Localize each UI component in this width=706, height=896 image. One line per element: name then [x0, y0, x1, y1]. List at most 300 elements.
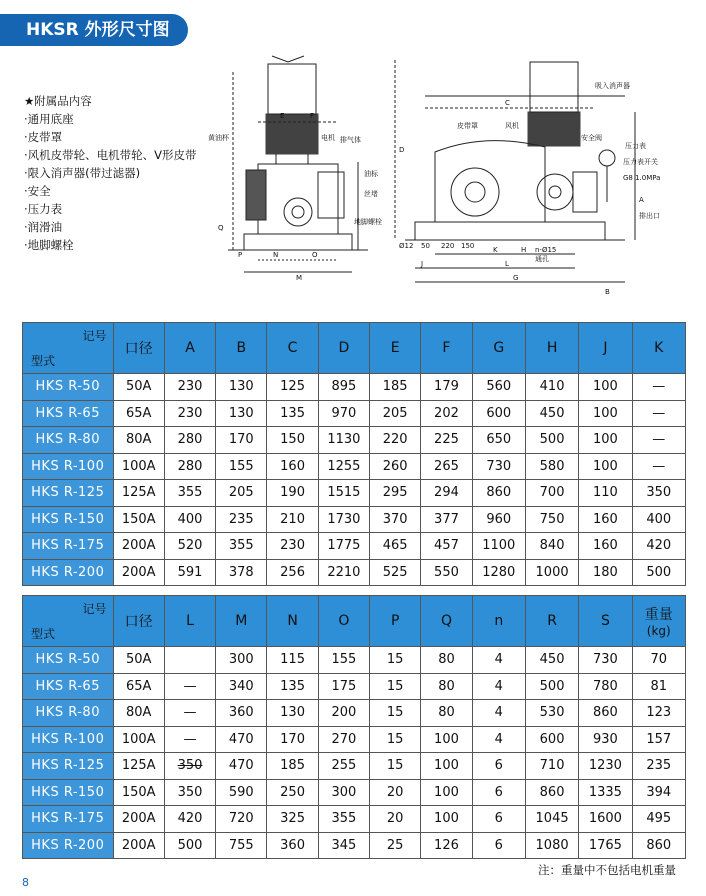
model-cell: HKS R-50	[23, 374, 114, 401]
model-cell: HKS R-50	[23, 647, 114, 674]
table-cell: 495	[632, 806, 685, 833]
table-body	[23, 647, 686, 859]
table-cell: 860	[579, 700, 632, 727]
table-cell: 80	[421, 647, 472, 674]
table-cell: 20	[370, 779, 421, 806]
label-exhaust: 排气体	[340, 136, 361, 144]
table-row	[23, 673, 686, 700]
table-cell: 235	[216, 506, 267, 533]
label-holes: n-Ø15	[535, 246, 557, 254]
table-cell: —	[164, 673, 215, 700]
table-cell: 80A	[113, 700, 164, 727]
table-cell: 4	[472, 673, 525, 700]
blower-housing	[537, 174, 573, 210]
column-header: N	[267, 596, 318, 647]
table-cell: 135	[267, 673, 318, 700]
table-row	[23, 753, 686, 780]
table-cell: 6	[472, 779, 525, 806]
column-header: A	[164, 323, 215, 374]
table-cell: 255	[318, 753, 369, 780]
accessory-item: ·限入消声器(带过滤器)	[24, 166, 141, 180]
table-cell: 179	[421, 374, 472, 401]
table-cell: 15	[370, 753, 421, 780]
label-safety-valve: 安全阀	[581, 134, 602, 142]
table-cell: 530	[525, 700, 578, 727]
column-header: G	[472, 323, 525, 374]
table-cell: 780	[579, 673, 632, 700]
dim-d220: 220	[441, 242, 455, 250]
weight-header	[632, 596, 685, 647]
accessory-item: ·润滑油	[24, 220, 63, 234]
model-cell: HKS R-175	[23, 533, 114, 560]
table-cell: 410	[525, 374, 578, 401]
dim-b-label: B	[605, 288, 610, 296]
pressure-gauge-shape	[599, 150, 615, 166]
table-cell: 755	[216, 832, 267, 859]
table-cell: 260	[370, 453, 421, 480]
table-cell: 300	[216, 647, 267, 674]
table-cell: 15	[370, 673, 421, 700]
table-cell: 110	[579, 480, 632, 507]
table-cell: 378	[216, 559, 267, 586]
table-cell: 265	[421, 453, 472, 480]
table-cell: 355	[216, 533, 267, 560]
table-row	[23, 453, 686, 480]
column-header: O	[318, 596, 369, 647]
table-cell: 100	[579, 400, 632, 427]
model-cell: HKS R-200	[23, 559, 114, 586]
table-cell: 200	[318, 700, 369, 727]
table-row	[23, 779, 686, 806]
table-cell: 200A	[113, 559, 164, 586]
label-oil-gauge: 油标	[364, 170, 378, 178]
table-cell	[164, 647, 215, 674]
table-cell: 100A	[113, 453, 164, 480]
table-cell: 15	[370, 726, 421, 753]
table-cell: 360	[267, 832, 318, 859]
table-cell: 750	[525, 506, 578, 533]
table-cell: 700	[525, 480, 578, 507]
table-cell: 130	[216, 400, 267, 427]
header-mark: 记号	[82, 602, 107, 616]
table-cell: 840	[525, 533, 578, 560]
table-cell: 300	[318, 779, 369, 806]
table-cell: 70	[632, 647, 685, 674]
weight-header-label: 重量	[644, 607, 673, 623]
page-number: 8	[22, 876, 29, 889]
front-view-svg	[208, 52, 393, 282]
table-cell: 294	[421, 480, 472, 507]
column-header: n	[472, 596, 525, 647]
table-cell: 1080	[525, 832, 578, 859]
table-cell: 525	[370, 559, 421, 586]
table-cell: 860	[472, 480, 525, 507]
accessories-list	[24, 92, 197, 254]
header-diag-cell	[23, 596, 114, 647]
table-cell: 220	[370, 427, 421, 454]
table-cell: 200A	[113, 806, 164, 833]
table-cell: 202	[421, 400, 472, 427]
column-header: S	[579, 596, 632, 647]
table-cell: 160	[267, 453, 318, 480]
label-drain-plug: 丝堵	[364, 190, 378, 198]
table-cell: 230	[267, 533, 318, 560]
table-cell: 1515	[318, 480, 369, 507]
table-cell: 80	[421, 700, 472, 727]
dim-h-label: H	[521, 246, 527, 254]
table-cell: 1335	[579, 779, 632, 806]
table-cell: 65A	[113, 673, 164, 700]
table-cell: 210	[267, 506, 318, 533]
dim-c-label: C	[505, 99, 510, 107]
table-cell: 2210	[318, 559, 369, 586]
dim-q-label: Q	[218, 224, 224, 232]
table-cell: 720	[216, 806, 267, 833]
table-cell: 80A	[113, 427, 164, 454]
table-cell: 4	[472, 647, 525, 674]
table-cell: 250	[267, 779, 318, 806]
model-cell: HKS R-80	[23, 427, 114, 454]
table-cell: 170	[267, 726, 318, 753]
silencer-shape	[530, 62, 578, 112]
table-cell: 65A	[113, 400, 164, 427]
column-header: Q	[421, 596, 472, 647]
column-header: M	[216, 596, 267, 647]
column-header: C	[267, 323, 318, 374]
dim-m-label: M	[296, 274, 303, 282]
header-type: 型式	[31, 627, 56, 641]
dimension-table-2	[22, 595, 686, 859]
table-cell: 175	[318, 673, 369, 700]
label-through-hole: 通孔	[535, 255, 549, 263]
table-cell: 6	[472, 753, 525, 780]
table-cell: 500	[632, 559, 685, 586]
table-cell: 1280	[472, 559, 525, 586]
accessory-item: ·地脚螺栓	[24, 238, 74, 252]
table-cell: 860	[525, 779, 578, 806]
table-row	[23, 647, 686, 674]
table-cell: 600	[525, 726, 578, 753]
table-cell: 225	[421, 427, 472, 454]
label-gauge-spec: G8 1.0MPa	[623, 174, 661, 182]
label-gauge-switch: 压力表开关	[623, 158, 658, 166]
table-cell: 1045	[525, 806, 578, 833]
table-cell: 930	[579, 726, 632, 753]
table-cell: 155	[318, 647, 369, 674]
table-row	[23, 400, 686, 427]
dim-p-label: P	[238, 251, 243, 259]
table-cell: 295	[370, 480, 421, 507]
table-cell: 100	[579, 427, 632, 454]
table-row	[23, 832, 686, 859]
label-oil-cup: 黄油杯	[208, 134, 229, 142]
table-row	[23, 726, 686, 753]
table-cell: 350	[632, 480, 685, 507]
model-cell: HKS R-65	[23, 673, 114, 700]
table-cell: —	[164, 726, 215, 753]
table-cell: 591	[164, 559, 215, 586]
model-cell: HKS R-65	[23, 400, 114, 427]
table-cell: 1775	[318, 533, 369, 560]
table-cell: 370	[370, 506, 421, 533]
table-cell: 1230	[579, 753, 632, 780]
base-shape	[244, 234, 352, 250]
column-header: 口径	[113, 323, 164, 374]
table-cell: 360	[216, 700, 267, 727]
table-cell: 230	[164, 374, 215, 401]
blower-casing	[258, 164, 338, 234]
column-header: 口径	[113, 596, 164, 647]
table-cell: 6	[472, 806, 525, 833]
table-cell: 185	[370, 374, 421, 401]
table-cell: 115	[267, 647, 318, 674]
model-cell: HKS R-80	[23, 700, 114, 727]
model-cell: HKS R-150	[23, 779, 114, 806]
accessory-item: ·风机皮带轮、电机带轮、V形皮带	[24, 148, 197, 162]
accessories-heading: ★附属品内容	[24, 94, 92, 108]
table-cell: 100	[421, 806, 472, 833]
table-cell: 270	[318, 726, 369, 753]
motor-shape	[318, 172, 344, 218]
accessory-item: ·皮带罩	[24, 130, 63, 144]
table-cell: 170	[216, 427, 267, 454]
table-cell: 500	[164, 832, 215, 859]
table-row	[23, 374, 686, 401]
model-cell: HKS R-150	[23, 506, 114, 533]
side-view-drawing	[395, 52, 675, 306]
silencer-body	[528, 112, 580, 146]
table-cell: 710	[525, 753, 578, 780]
label-belt-cover: 皮带罩	[457, 122, 478, 130]
column-header: H	[525, 323, 578, 374]
table-cell: 185	[267, 753, 318, 780]
dim-d-label: D	[399, 146, 405, 154]
table-cell: 256	[267, 559, 318, 586]
table-cell: 500	[525, 427, 578, 454]
model-cell: HKS R-125	[23, 753, 114, 780]
table-header-row	[23, 596, 686, 647]
dimension-table-1	[22, 322, 686, 586]
table-cell: 20	[370, 806, 421, 833]
table-row	[23, 559, 686, 586]
silencer-shape	[268, 64, 316, 114]
table-cell: 130	[216, 374, 267, 401]
table-cell: 100	[421, 753, 472, 780]
table-cell: 6	[472, 832, 525, 859]
table-cell: 355	[318, 806, 369, 833]
table-cell: 205	[370, 400, 421, 427]
weight-header-unit: (kg)	[646, 624, 671, 638]
table-cell: 100	[579, 453, 632, 480]
label-inlet-silencer: 吸入消声器	[595, 82, 630, 90]
dim-o-label: O	[312, 251, 318, 259]
table-cell: 590	[216, 779, 267, 806]
dim-g-label: G	[513, 274, 519, 282]
table-cell: 730	[472, 453, 525, 480]
table-cell: 125A	[113, 753, 164, 780]
table-cell: 520	[164, 533, 215, 560]
table-cell: 465	[370, 533, 421, 560]
model-cell: HKS R-100	[23, 453, 114, 480]
table-cell: 1730	[318, 506, 369, 533]
table-cell: 580	[525, 453, 578, 480]
table-cell: 230	[164, 400, 215, 427]
column-header: P	[370, 596, 421, 647]
dim-e-label: E	[280, 112, 285, 120]
model-cell: HKS R-200	[23, 832, 114, 859]
pulley-shape	[246, 170, 266, 220]
table-cell: 895	[318, 374, 369, 401]
table-cell: 420	[164, 806, 215, 833]
table-cell: —	[632, 453, 685, 480]
table-cell: 125	[267, 374, 318, 401]
table-row	[23, 700, 686, 727]
label-fan: 风机	[505, 122, 519, 130]
table-cell: 400	[164, 506, 215, 533]
table-cell: 280	[164, 427, 215, 454]
table-cell: 157	[632, 726, 685, 753]
table-cell: 550	[421, 559, 472, 586]
table-cell: 200A	[113, 533, 164, 560]
table-cell: 650	[472, 427, 525, 454]
table-cell: 15	[370, 647, 421, 674]
model-cell: HKS R-100	[23, 726, 114, 753]
table-cell: 1765	[579, 832, 632, 859]
column-header: L	[164, 596, 215, 647]
table-cell: 4	[472, 700, 525, 727]
column-header: J	[579, 323, 632, 374]
table-body	[23, 374, 686, 586]
table-cell: 4	[472, 726, 525, 753]
table-cell: 200A	[113, 832, 164, 859]
dim-d150: 150	[461, 242, 475, 250]
table-cell: —	[164, 700, 215, 727]
table-cell: 325	[267, 806, 318, 833]
outlet-pipe	[573, 172, 597, 212]
table-row	[23, 480, 686, 507]
table-cell: 1130	[318, 427, 369, 454]
column-header: D	[318, 323, 369, 374]
table-cell: 1100	[472, 533, 525, 560]
table-cell: 960	[472, 506, 525, 533]
table-cell: 80	[421, 673, 472, 700]
label-pressure-gauge: 压力表	[625, 142, 646, 150]
table-cell: 394	[632, 779, 685, 806]
page-title-text: HKSR 外形尺寸图	[26, 20, 170, 40]
table-cell: 400	[632, 506, 685, 533]
table-cell: 345	[318, 832, 369, 859]
silencer-body	[266, 114, 318, 154]
label-anchor-bolt: 地脚螺栓	[354, 218, 382, 226]
table-cell: 125A	[113, 480, 164, 507]
table-cell: 470	[216, 753, 267, 780]
table-cell: 15	[370, 700, 421, 727]
table-cell: 190	[267, 480, 318, 507]
table-cell: 25	[370, 832, 421, 859]
table-cell: 1600	[579, 806, 632, 833]
table-cell: 81	[632, 673, 685, 700]
table-cell: 150A	[113, 779, 164, 806]
table-cell: 377	[421, 506, 472, 533]
accessory-item: ·安全	[24, 184, 51, 198]
table-cell: 1255	[318, 453, 369, 480]
footnote: 注：重量中不包括电机重量	[538, 863, 676, 877]
table-cell: 355	[164, 480, 215, 507]
dim-l-label: L	[505, 260, 509, 268]
dim-f-label: F	[310, 112, 315, 120]
table-cell: 100	[421, 779, 472, 806]
table-cell: 970	[318, 400, 369, 427]
table-cell: 100A	[113, 726, 164, 753]
dim-n-label: N	[273, 251, 279, 259]
model-cell: HKS R-175	[23, 806, 114, 833]
table-cell: 180	[579, 559, 632, 586]
table-cell: 160	[579, 533, 632, 560]
table-cell: 450	[525, 647, 578, 674]
dim-j-label: J	[421, 260, 424, 268]
dim-k-label: K	[493, 246, 498, 254]
dim-d50: 50	[421, 242, 430, 250]
table-row	[23, 533, 686, 560]
dim-d12: Ø12	[399, 242, 414, 250]
flange-circle	[284, 198, 312, 226]
table-cell: 730	[579, 647, 632, 674]
table-cell: 160	[579, 506, 632, 533]
table-cell: 350	[164, 779, 215, 806]
table-cell: 100	[579, 374, 632, 401]
table-cell: 470	[216, 726, 267, 753]
table-cell: 560	[472, 374, 525, 401]
table-cell: 500	[525, 673, 578, 700]
base-shape	[415, 222, 605, 240]
table-cell: 340	[216, 673, 267, 700]
front-view-drawing	[208, 52, 393, 286]
table-cell: 600	[472, 400, 525, 427]
table-cell: 130	[267, 700, 318, 727]
accessory-item: ·压力表	[24, 202, 63, 216]
silencer-cap	[272, 56, 304, 62]
table-cell: 50A	[113, 647, 164, 674]
label-motor: 电机	[321, 134, 335, 142]
table-cell: 450	[525, 400, 578, 427]
table-cell: 205	[216, 480, 267, 507]
column-header: K	[632, 323, 685, 374]
table-cell: —	[632, 374, 685, 401]
column-header: E	[370, 323, 421, 374]
column-header: R	[525, 596, 578, 647]
table-cell: 150A	[113, 506, 164, 533]
table-cell: —	[632, 427, 685, 454]
table-cell: 50A	[113, 374, 164, 401]
table-cell: 123	[632, 700, 685, 727]
model-cell: HKS R-125	[23, 480, 114, 507]
table-cell: 860	[632, 832, 685, 859]
table-cell: 100	[421, 726, 472, 753]
table-cell: 235	[632, 753, 685, 780]
dim-a-label: A	[639, 196, 644, 204]
header-diag-cell	[23, 323, 114, 374]
page-title	[0, 14, 188, 46]
column-header: F	[421, 323, 472, 374]
table-row	[23, 506, 686, 533]
table-cell: 420	[632, 533, 685, 560]
table-cell: 350	[164, 753, 215, 780]
table-row	[23, 427, 686, 454]
label-outlet: 排出口	[639, 212, 660, 220]
table-cell: 135	[267, 400, 318, 427]
motor-pulley	[451, 168, 499, 216]
table-cell: 280	[164, 453, 215, 480]
